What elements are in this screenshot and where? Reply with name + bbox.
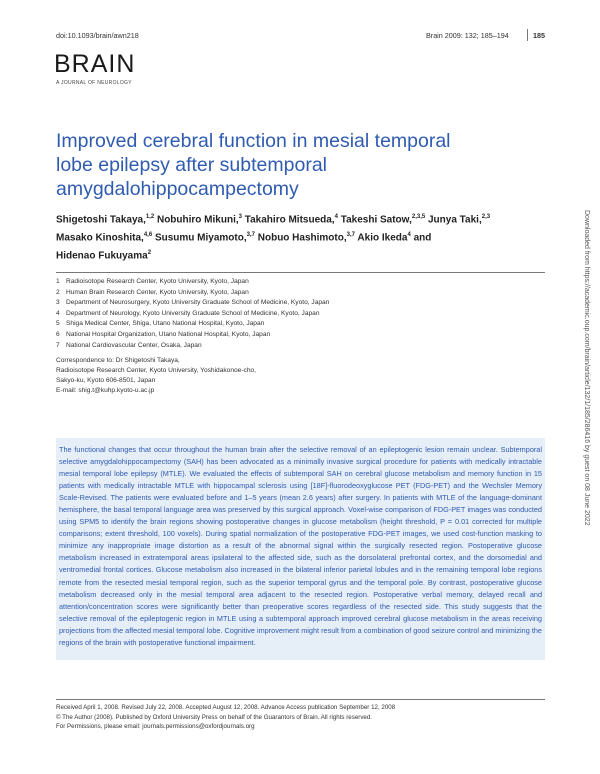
author-affil-sup: 4 [407, 231, 411, 238]
affiliation-item [56, 341, 545, 352]
author-name: Susumu Miyamoto, [154, 232, 247, 244]
author-name: Masako Kinoshita, [56, 232, 144, 244]
affiliation-item [56, 330, 545, 341]
abstract-box [56, 438, 545, 660]
affiliation-text: National Cardiovascular Center, Osaka, Japan [66, 341, 202, 349]
affiliation-item [56, 298, 545, 309]
affiliation-number: 5 [56, 320, 60, 328]
title-line: amygdalohippocampectomy [56, 178, 299, 200]
author-affil-sup: 2,3,5 [411, 214, 426, 220]
download-note: Downloaded from https://academic.oup.com/brain/article/132/1/185/286416 by guest on 08 June 2022 [583, 210, 590, 526]
affiliation-item [56, 309, 545, 320]
author-line [56, 246, 551, 264]
author-name: Shigetoshi Takaya, [56, 214, 146, 226]
author-affil-sup: 3,7 [346, 231, 355, 238]
correspondence-line: Radioisotope Research Center, Kyoto University, Yoshidakonoe-cho, [56, 367, 257, 374]
footer-divider [56, 699, 545, 700]
correspondence-line: Sakyo-ku, Kyoto 606-8501, Japan [56, 377, 156, 384]
affiliation-text: National Hospital Organization, Utano National Hospital, Kyoto, Japan [66, 330, 271, 338]
title-line: Improved cerebral function in mesial temporal [56, 130, 451, 152]
correspondence-email[interactable]: E-mail: shig.t@kuhp.kyoto-u.ac.jp [56, 387, 155, 394]
header-divider [527, 29, 528, 41]
footer-dates: Received April 1, 2008. Revised July 22, 2008. Accepted August 12, 2008. Advance Access publication September 12, 2008 [56, 704, 396, 711]
author-affil-sup: 2,3 [481, 214, 491, 220]
affiliation-text: Human Brain Research Center, Kyoto University, Kyoto, Japan [66, 288, 249, 296]
author-conjunction: and [413, 232, 432, 244]
citation-text: Brain 2009: 132; 185–194 [426, 31, 509, 40]
author-list [56, 210, 551, 263]
correspondence-block [56, 356, 456, 396]
author-name: Junya Taki, [428, 214, 482, 226]
title-line: lobe epilepsy after subtemporal [56, 154, 327, 176]
journal-logo: BRAIN [54, 50, 136, 78]
article-title [56, 129, 556, 201]
affiliation-number: 1 [56, 278, 60, 285]
footer-copyright: © The Author (2008). Published by Oxford University Press on behalf of the Guarantors of Brain. All rights reserved. [56, 713, 373, 721]
author-affil-sup: 4,6 [143, 231, 153, 238]
affiliation-item [56, 319, 545, 330]
author-affil-sup: 3 [238, 214, 242, 220]
author-affil-sup: 4 [334, 214, 338, 220]
author-affil-sup: 2 [147, 249, 152, 256]
abstract-text: The functional changes that occur throughout the human brain after the selective removal of an epileptogenic lesion remain unclear. Subtemporal selective amygdalohippocampectomy (SAH) has been advocated as a minimally invasive surgical procedure for patients with medically intractable mesial temporal lobe epilepsy (MTLE). We evaluated the effects of subtemporal SAH on cerebral glucose metabolism and memory function in 15 patients with medically intractable MTLE with hippocampal sclerosis using [18F]-fluorodeoxyglucose PET (FDG-PET) and the Wechsler Memory Scale-Revised. The patients were evaluated before and 1–5 years (mean 2.6 years) after surgery. In patients with MTLE of the language-dominant hemisphere, the basal temporal language area was preserved by this surgical approach. Voxel-wise comparison of FDG-PET images was conducted using SPM5 to identify the brain regions showing postoperative changes in glucose metabolism (height threshold, P = 0.01 corrected for multiple comparisons; extent threshold, 100 voxels). During spatial normalization of the postoperative FDG-PET images, we used cost-function masking to minimize any inappropriate image distortion as a result of the abnormal signal within the surgically resected region. Postoperative glucose metabolism increased in extratemporal areas ipsilateral to the affected side, such as the dorsolateral prefrontal cortex, and the dorsomedial and ventromedial frontal cortices. Glucose metabolism also increased in the bilateral inferior parietal lobules and in the remaining temporal lobe regions remote from the resected mesial temporal region, such as the superior temporal gyrus and the temporal pole. By contrast, postoperative glucose metabolism decreased only in the mesial temporal area adjacent to the resected region. Postoperative verbal memory, delayed recall and attention/concentration scores were significantly better than preoperative scores regardless of the resected side. This study suggests that the selective removal of the epileptogenic region in MTLE using a subtemporal approach improved cerebral glucose metabolism in the areas receiving projections from the affected mesial temporal lobe. Cognitive improvement might result from a combination of good seizure control and minimizing the regions of the brain with postoperative functional impairment. [59, 445, 542, 647]
affiliation-divider [56, 272, 545, 273]
author-name: Hidenao Fukuyama [56, 249, 148, 261]
affiliation-number: 6 [56, 330, 60, 338]
author-line [56, 210, 551, 228]
affiliation-number: 2 [56, 288, 60, 296]
affiliation-number: 3 [56, 299, 60, 307]
journal-tagline: A JOURNAL OF NEUROLOGY [56, 80, 132, 86]
author-affil-sup: 3,7 [246, 231, 255, 238]
correspondence-line: Correspondence to: Dr Shigetoshi Takaya, [56, 357, 180, 364]
affiliation-list [56, 277, 545, 351]
affiliation-text: Department of Neurology, Kyoto University Graduate School of Medicine, Kyoto, Japan [66, 309, 320, 317]
author-name: Takahiro Mitsueda, [244, 214, 335, 226]
footer-block [56, 703, 545, 732]
author-name: Nobuo Hashimoto, [257, 232, 347, 244]
affiliation-number: 4 [56, 309, 60, 317]
author-name: Takeshi Satow, [340, 214, 412, 226]
affiliation-item [56, 288, 545, 299]
affiliation-number: 7 [56, 341, 60, 349]
affiliation-text: Radioisotope Research Center, Kyoto University, Kyoto, Japan [66, 278, 249, 285]
author-name: Nobuhiro Mikuni, [156, 214, 239, 226]
author-name: Akio Ikeda [357, 232, 408, 244]
page-number: 185 [533, 31, 545, 40]
author-affil-sup: 1,2 [145, 214, 155, 220]
affiliation-item [56, 277, 545, 288]
affiliation-text: Shiga Medical Center, Shiga, Utano National Hospital, Kyoto, Japan [66, 320, 265, 328]
doi-text: doi:10.1093/brain/awn218 [56, 31, 139, 40]
affiliation-text: Department of Neurosurgery, Kyoto University Graduate School of Medicine, Kyoto, Japan [66, 299, 330, 307]
author-line [56, 228, 551, 246]
footer-permissions: For Permissions, please email: journals.permissions@oxfordjournals.org [56, 723, 255, 731]
